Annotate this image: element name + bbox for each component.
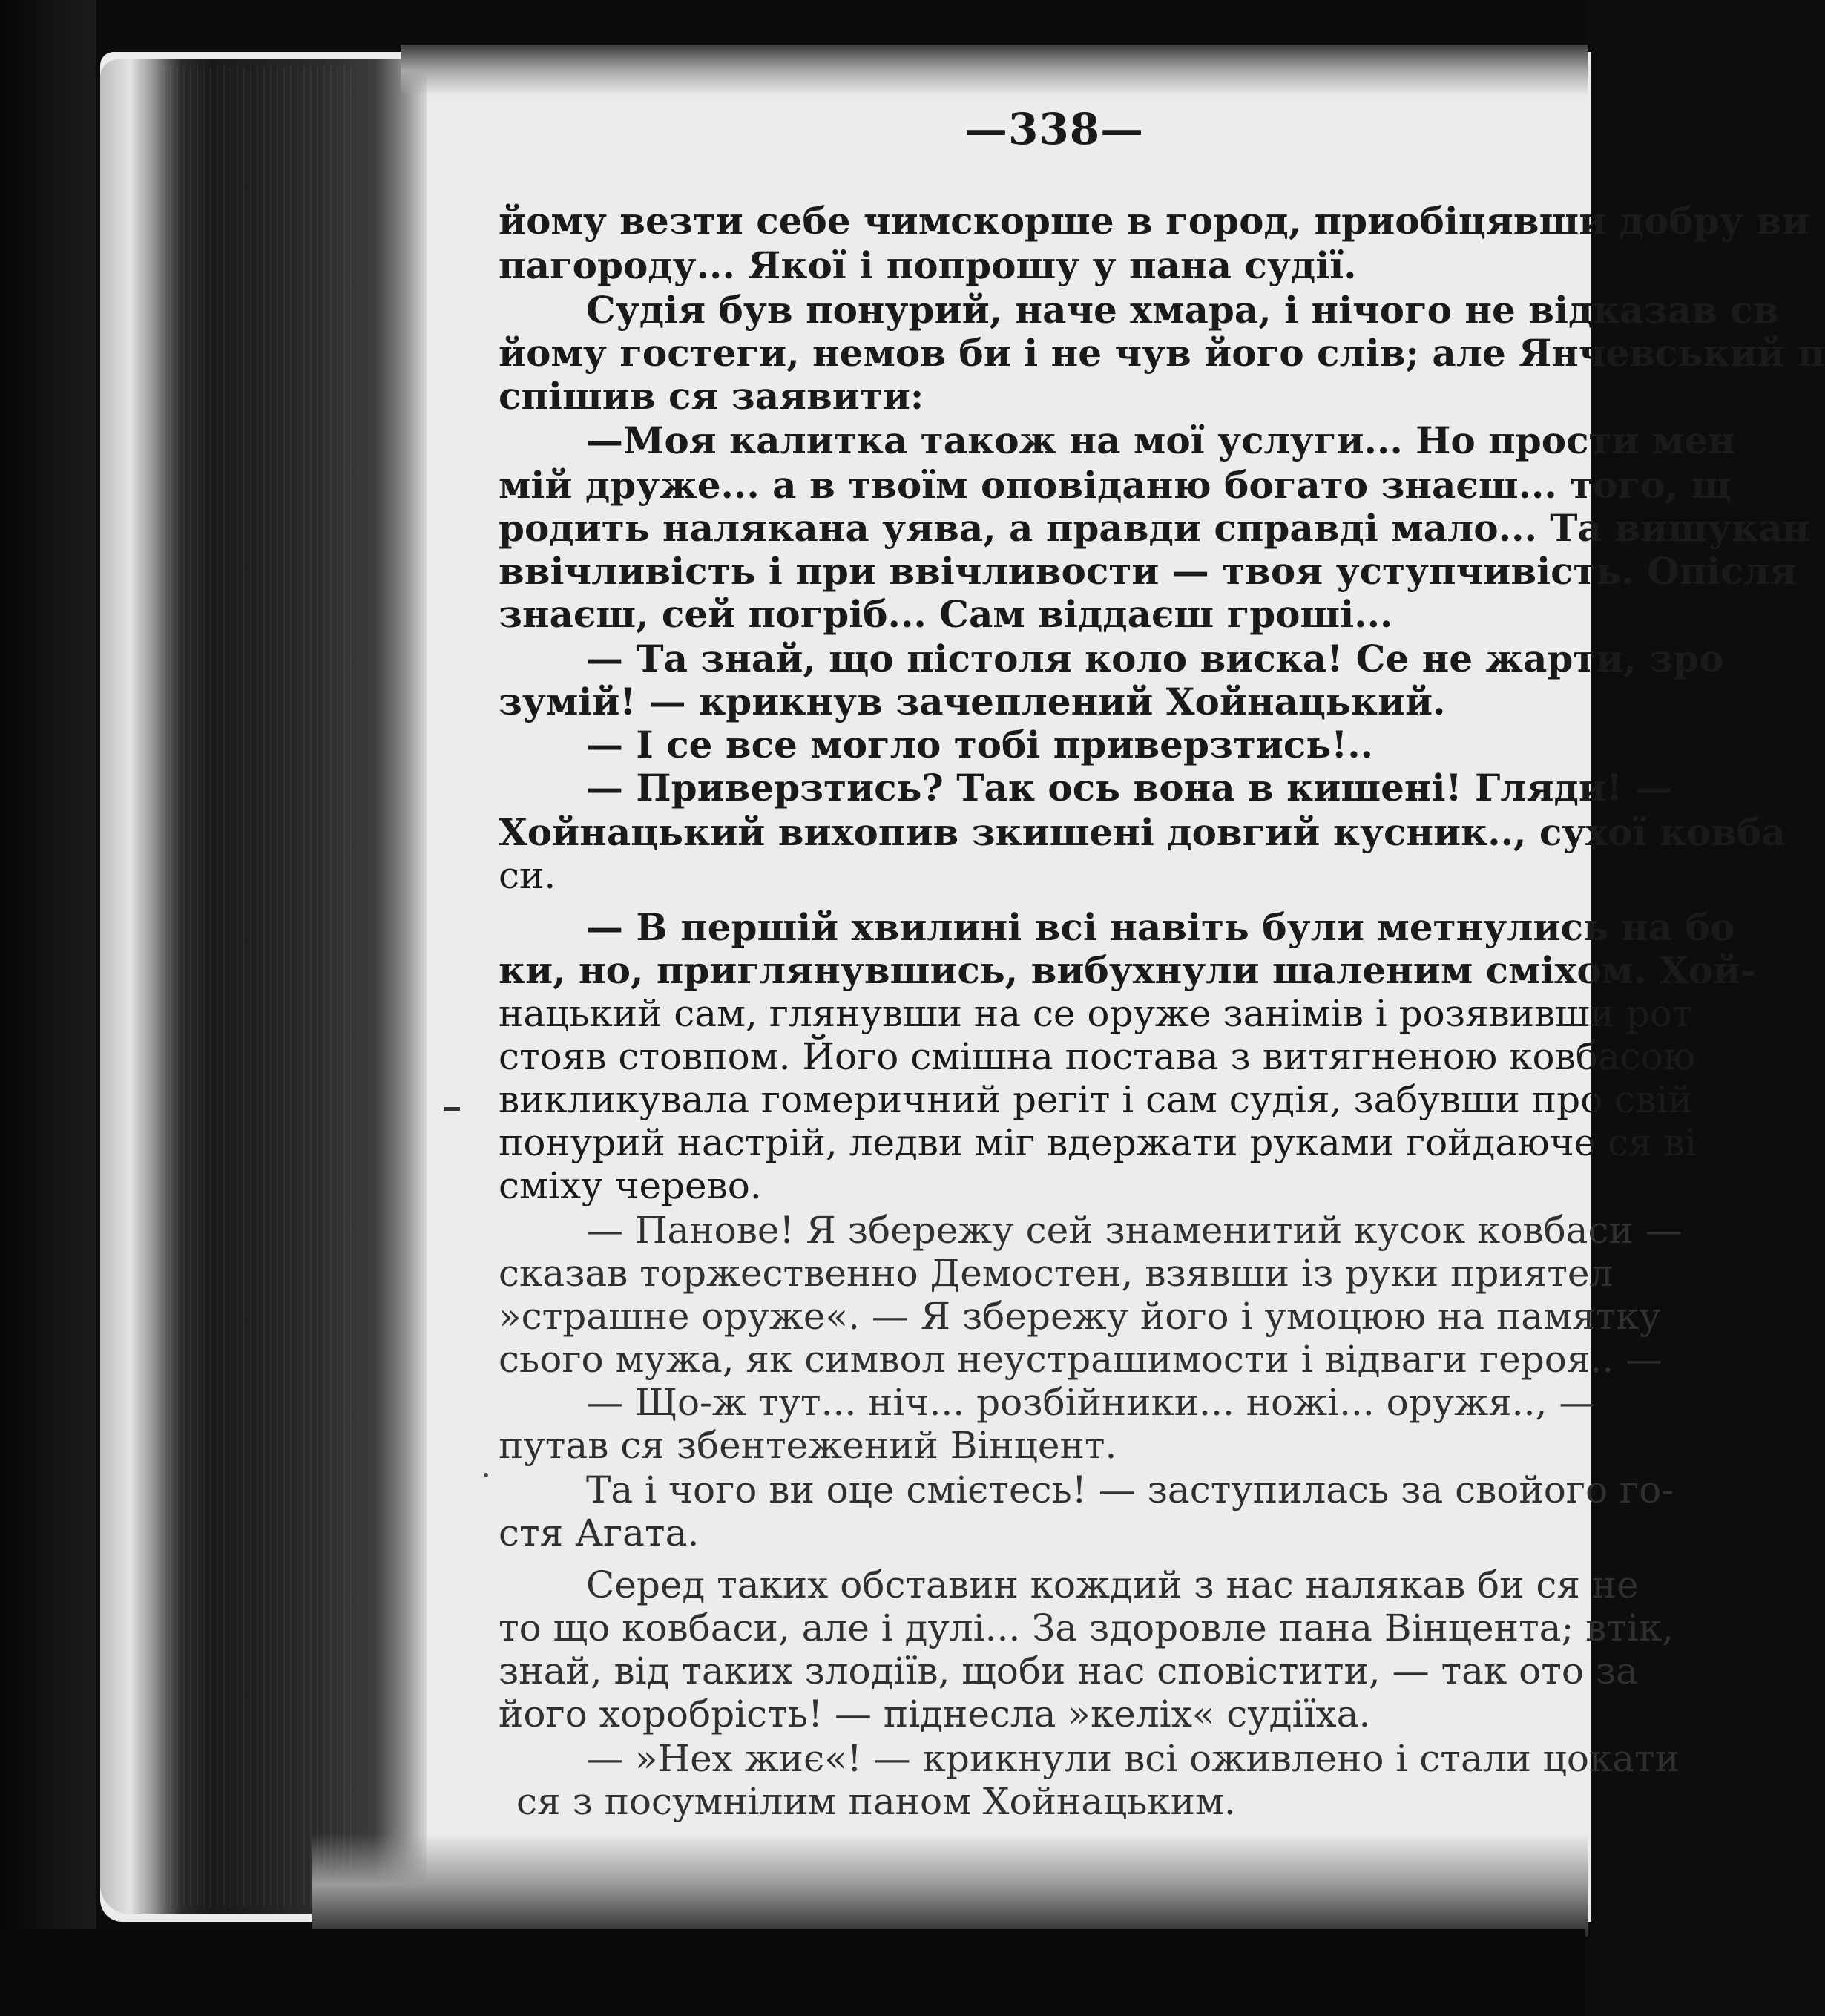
margin-speck [484, 1473, 488, 1477]
text-line: ввічливість і при ввічливости — твоя уступчивість. Опісля [499, 549, 1798, 593]
spine-texture [163, 67, 356, 1907]
text-line: — Приверзтись? Так ось вона в кишені! Гляди! — [586, 766, 1673, 810]
text-line: — »Нех жиє«! — крикнули всі оживлено і стали цокати [586, 1737, 1680, 1780]
text-line: мій друже... а в твоїм оповіданю богато знаєш... того, щ [499, 463, 1732, 507]
text-line: —Моя калитка також на мої услуги... Но прости мен [586, 418, 1735, 462]
text-line: йому гостеги, немов би і не чув його слів; але Янчевський п [499, 331, 1825, 375]
bottom-page-shadow [312, 1833, 1588, 1937]
text-line: Судія був понурий, наче хмара, і нічого не відказав св [586, 288, 1779, 332]
text-line: йому везти себе чимскорше в город, приобіцявши добру ви [499, 199, 1809, 243]
text-line: Хойнацький вихопив зкишені довгий кусник.., сухої ковба [499, 810, 1786, 854]
text-line: стя Агата. [499, 1511, 700, 1554]
text-line: Та і чого ви оце смієтесь! — заступилась за свойого го- [586, 1468, 1674, 1511]
text-line: си. [499, 854, 556, 897]
text-line: нацький сам, глянувши на се оруже занімів і розявивши рот [499, 992, 1693, 1035]
text-line: стояв стовпом. Його смішна постава з витягненою ковбасою [499, 1035, 1696, 1078]
top-page-shadow [401, 45, 1588, 96]
text-line: викликувала гомеричний регіт і сам судія, забувши про свій [499, 1078, 1693, 1121]
text-line: ки, но, приглянувшись, вибухнули шаленим сміхом. Хой- [499, 948, 1756, 992]
text-line: зумій! — крикнув зачеплений Хойнацький. [499, 680, 1446, 723]
text-line: пагороду... Якої і попрошу у пана судії. [499, 243, 1357, 287]
text-line: сього мужа, як символ неустрашимости і відваги героя.. — [499, 1338, 1663, 1381]
text-line: — Та знай, що пістоля коло виска! Се не жарти, зро [586, 637, 1724, 680]
text-line: знай, від таких злодіїв, щоби нас сповістити, — так ото за [499, 1649, 1638, 1692]
text-line: — Що-ж тут... ніч... розбійники... ножі... оружя.., — [586, 1381, 1597, 1424]
margin-mark [444, 1107, 460, 1111]
text-line: знаєш, сей погріб... Сам віддаєш гроші... [499, 592, 1393, 636]
text-line: сміху черево. [499, 1164, 762, 1207]
text-line: спішив ся заявити: [499, 374, 924, 418]
text-line: сказав торжественно Демостен, взявши із руки приятел [499, 1252, 1614, 1295]
text-line: Серед таких обставин кождий з нас налякав би ся не [586, 1563, 1639, 1606]
text-line: — Панове! Я збережу сей знаменитий кусок ковбаси — [586, 1209, 1683, 1252]
film-edge [0, 0, 96, 2016]
text-line: то що ковбаси, але і дулі... За здоровле пана Вінцента; втік, [499, 1606, 1674, 1649]
text-line: »страшне оруже«. — Я збережу його і умоцюю на памятку [499, 1295, 1661, 1338]
page-number: —338— [964, 104, 1145, 154]
page-text-area [490, 104, 1825, 1825]
text-line: родить налякана уява, а правди справді мало... Та вишукан [499, 506, 1809, 550]
text-line: понурий настрій, ледви міг вдержати руками гойдаюче ся ві [499, 1121, 1697, 1164]
text-line: ся з посумнілим паном Хойнацьким. [516, 1780, 1236, 1823]
text-line: — В першій хвилині всі навіть були метнулись на бо [586, 905, 1735, 949]
text-line: його хоробрість! — піднесла »келіх« судіїха. [499, 1692, 1371, 1736]
bottom-film-edge [0, 1929, 1585, 2016]
text-line: путав ся збентежений Вінцент. [499, 1424, 1117, 1467]
text-line: — І се все могло тобі приверзтись!.. [586, 723, 1374, 766]
